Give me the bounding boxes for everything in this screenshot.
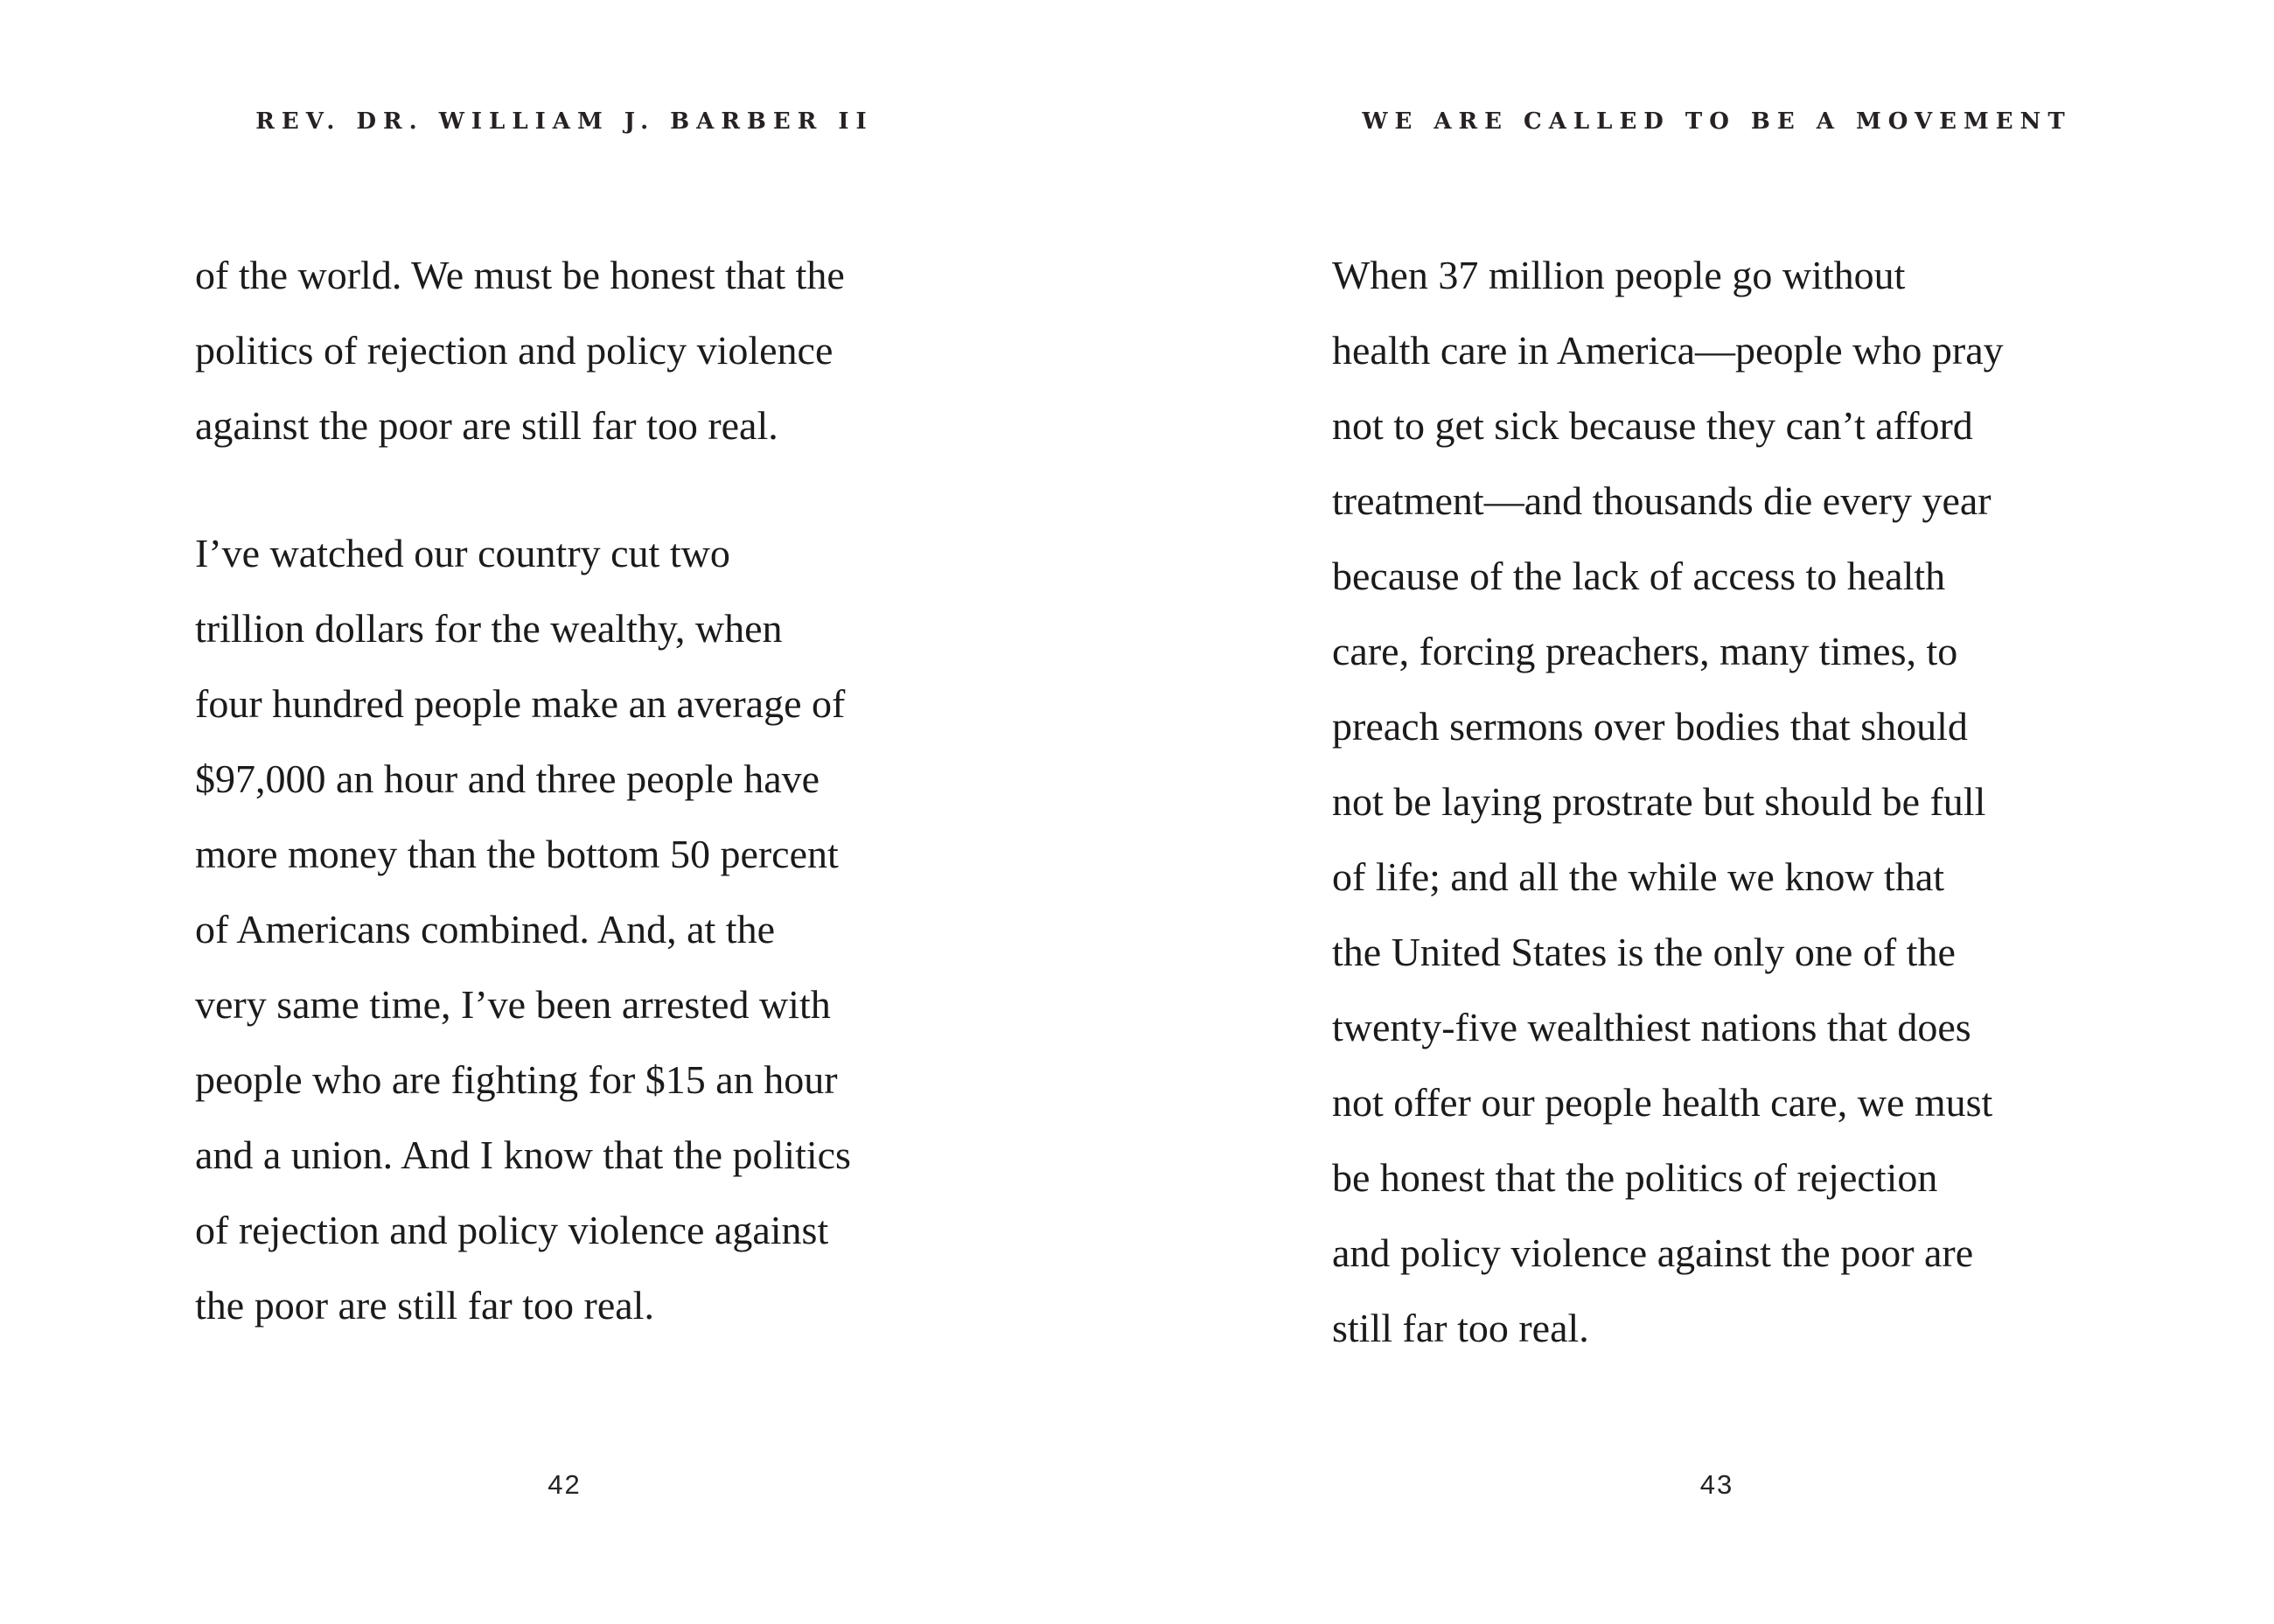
text-line: health care in America—people who pray: [1332, 328, 2004, 373]
text-line: of the world. We must be honest that the: [195, 253, 845, 297]
text-line: still far too real.: [1332, 1306, 1589, 1350]
text-line: twenty-five wealthiest nations that does: [1332, 1005, 1971, 1049]
text-line: of rejection and policy violence against: [195, 1208, 829, 1252]
text-line: the United States is the only one of the: [1332, 930, 1956, 974]
text-line: and policy violence against the poor are: [1332, 1230, 1974, 1275]
running-head-author: REV. DR. WILLIAM J. BARBER II: [255, 108, 874, 135]
text-line: the poor are still far too real.: [195, 1283, 654, 1328]
text-line: $97,000 an hour and three people have: [195, 756, 820, 801]
text-line: not be laying prostrate but should be full: [1332, 779, 1986, 824]
text-line: because of the lack of access to health: [1332, 554, 1946, 598]
paragraph: [195, 516, 965, 1343]
text-line: against the poor are still far too real.: [195, 403, 778, 448]
paragraph: [195, 238, 965, 464]
text-line: of Americans combined. And, at the: [195, 907, 776, 951]
text-line: treatment—and thousands die every year: [1332, 478, 1991, 523]
text-line: of life; and all the while we know that: [1332, 854, 1945, 899]
text-line: I’ve watched our country cut two: [195, 531, 730, 575]
text-line: and a union. And I know that the politics: [195, 1133, 851, 1177]
text-line: preach sermons over bodies that should: [1332, 704, 1968, 749]
text-line: be honest that the politics of rejection: [1332, 1155, 1938, 1200]
text-line: care, forcing preachers, many times, to: [1332, 629, 1958, 673]
text-line: more money than the bottom 50 percent: [195, 832, 839, 876]
page-number-right: 43: [1699, 1469, 1734, 1500]
running-head-title: WE ARE CALLED TO BE A MOVEMENT: [1362, 108, 2072, 135]
text-line: politics of rejection and policy violence: [195, 328, 834, 373]
paragraph: [1332, 238, 2119, 1366]
text-line: four hundred people make an average of: [195, 681, 846, 726]
text-line: not offer our people health care, we must: [1332, 1080, 1993, 1125]
text-line: very same time, I’ve been arrested with: [195, 982, 831, 1027]
right-page-body-text: [1332, 238, 2119, 1366]
left-page-body-text: [195, 238, 965, 1343]
page-number-left: 42: [548, 1469, 582, 1500]
text-line: When 37 million people go without: [1332, 253, 1906, 297]
text-line: people who are fighting for $15 an hour: [195, 1057, 838, 1102]
text-line: not to get sick because they can’t afford: [1332, 403, 1973, 448]
text-line: trillion dollars for the wealthy, when: [195, 606, 783, 651]
